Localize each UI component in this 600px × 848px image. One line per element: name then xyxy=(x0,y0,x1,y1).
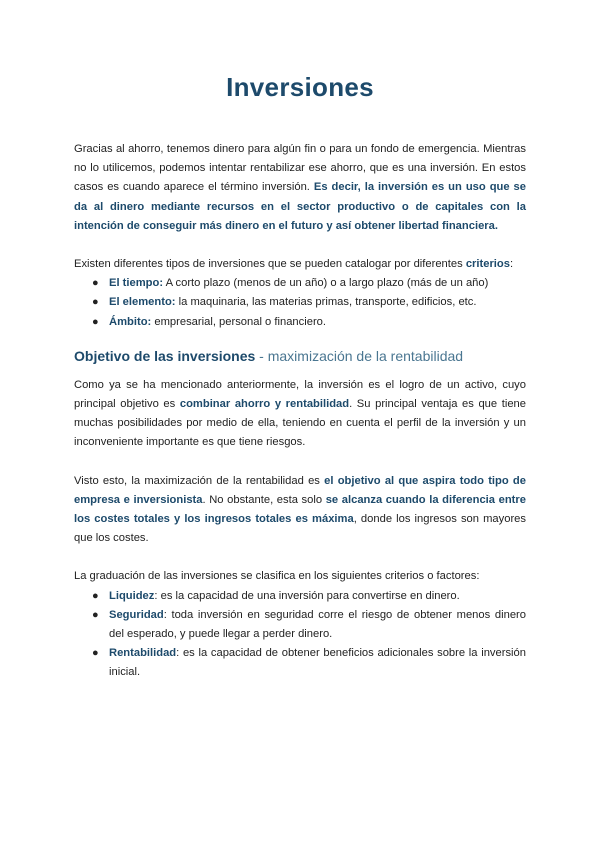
list-item-label: Seguridad xyxy=(109,608,164,621)
section-heading xyxy=(74,346,526,366)
list-item-text: empresarial, personal o financiero. xyxy=(151,315,327,328)
maximization-text-1: Visto esto, la maximización de la rentabilidad es xyxy=(74,474,325,487)
list-item-label: Liquidez xyxy=(109,589,155,602)
bullet-icon: ● xyxy=(92,296,99,309)
maximization-paragraph xyxy=(74,472,526,549)
objective-text-1: Como ya se ha mencionado anteriormente, la inversión es el logro de un activo, cuyo principal objetivo es xyxy=(74,378,526,411)
list-item-label: El tiempo: xyxy=(109,277,164,290)
graduation-list xyxy=(74,587,526,683)
maximization-highlight-2: se alcanza cuando la diferencia entre los costes totales y los ingresos totales es máxima xyxy=(74,493,526,526)
section-heading-bold: Objetivo de las inversiones xyxy=(74,347,256,364)
maximization-text-2: . No obstante, esta solo xyxy=(202,493,326,506)
list-item xyxy=(92,606,526,644)
list-item xyxy=(92,313,526,332)
types-list xyxy=(74,274,526,332)
types-suffix: : xyxy=(509,258,514,271)
bullet-icon: ● xyxy=(92,315,99,328)
maximization-text-3: , donde los ingresos son mayores que los costes. xyxy=(74,513,526,545)
list-item-label: Rentabilidad xyxy=(109,647,177,660)
list-item-text: : es la capacidad de obtener beneficios adicionales sobre la inversión inicial. xyxy=(109,647,526,679)
list-item xyxy=(92,293,526,312)
section-heading-sub: - maximización de la rentabilidad xyxy=(255,347,464,364)
types-highlight: criterios xyxy=(465,258,510,271)
intro-paragraph xyxy=(74,140,526,236)
bullet-icon: ● xyxy=(92,277,99,290)
page-title: Inversiones xyxy=(226,72,374,102)
objective-text-2: . Su principal ventaja es que tiene muchas posibilidades por medio de ella, teniendo en cuenta el perfil de la inversión y un inconveniente importante es que tiene riesgos. xyxy=(74,398,526,449)
maximization-highlight-1: el objetivo al que aspira todo tipo de empresa e inversionista xyxy=(74,474,526,506)
bullet-icon: ● xyxy=(92,647,99,660)
list-item-label: El elemento: xyxy=(109,296,176,309)
list-item-text: : es la capacidad de una inversión para convertirse en dinero. xyxy=(154,589,460,602)
objective-highlight: combinar ahorro y rentabilidad xyxy=(179,398,350,411)
intro-text: Gracias al ahorro, tenemos dinero para algún fin o para un fondo de emergencia. Mientras no lo utilicemos, podemos intentar rentabilizar ese ahorro, que es una inversión. En estos casos es cuando aparece el término inversión. xyxy=(74,143,526,194)
list-item-label: Ámbito: xyxy=(109,315,152,328)
bullet-icon: ● xyxy=(92,589,99,602)
list-item-text: la maquinaria, las materias primas, transporte, edificios, etc. xyxy=(175,296,477,309)
types-text: Existen diferentes tipos de inversiones que se pueden catalogar por diferentes xyxy=(74,258,466,271)
list-item-text: A corto plazo (menos de un año) o a largo plazo (más de un año) xyxy=(163,277,489,290)
objective-paragraph xyxy=(74,376,526,453)
list-item xyxy=(92,644,526,682)
intro-highlight: Es decir, la inversión es un uso que se da al dinero mediante recursos en el sector productivo o de capitales con la intención de conseguir más dinero en el futuro y así obtener libertad financiera. xyxy=(74,181,526,232)
list-item-text: : toda inversión en seguridad corre el riesgo de obtener menos dinero del esperado, y puede llegar a perder dinero. xyxy=(109,608,526,641)
list-item xyxy=(92,274,526,293)
graduation-paragraph: La graduación de las inversiones se clasifica en los siguientes criterios o factores: xyxy=(74,570,480,583)
bullet-icon: ● xyxy=(92,608,99,621)
types-paragraph xyxy=(74,255,526,274)
list-item xyxy=(92,587,526,606)
